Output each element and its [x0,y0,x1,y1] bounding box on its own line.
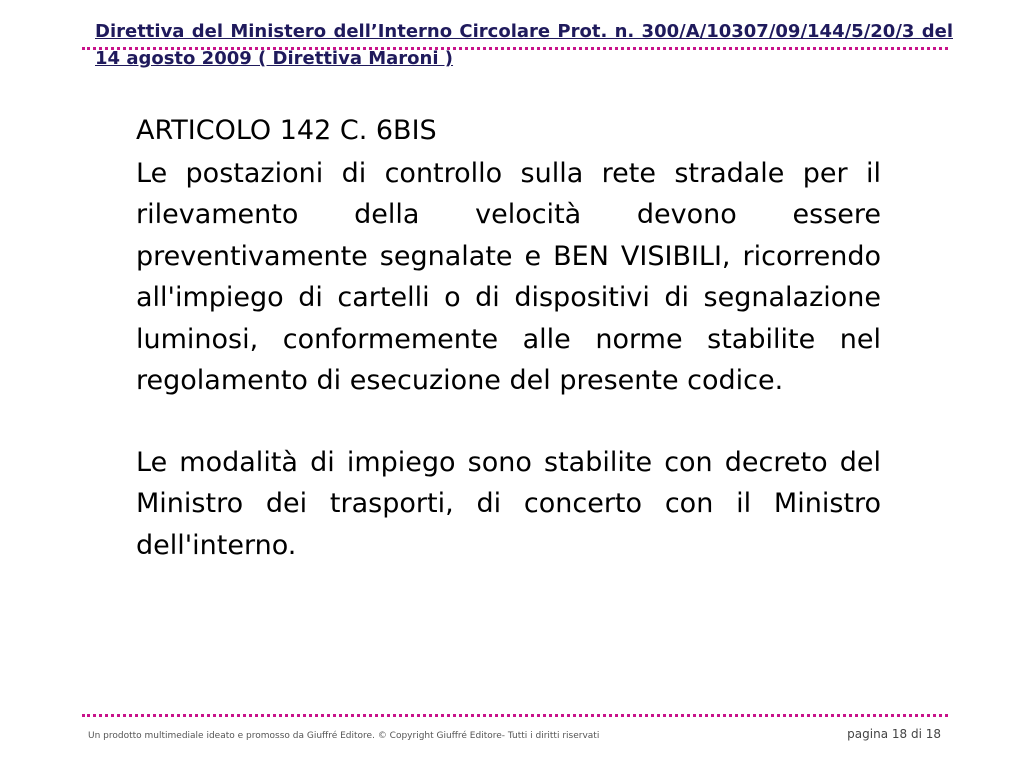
footer-divider [82,714,948,717]
header-divider [82,47,948,50]
article-paragraph-2: Le modalità di impiego sono stabilite con decreto del Ministro dei trasporti, di concerto con il Ministro dell'interno. [136,446,881,561]
page-indicator: pagina 18 di 18 [847,727,941,741]
page-title: Direttiva del Ministero dell’Interno Circolare Prot. n. 300/A/10307/09/144/5/20/3 del 14 agosto 2009 ( Direttiva Maroni ) [95,21,953,69]
article-body [136,110,881,566]
article-heading: ARTICOLO 142 C. 6BIS [136,115,437,146]
article-paragraph-1: Le postazioni di controllo sulla rete stradale per il rilevamento della velocità devono essere preventivamente segnalate e BEN VISIBILI, ricorrendo all'impiego di cartelli o di dispositivi di segnalazione luminosi, conformemente alle norme stabilite nel regolamento di esecuzione del presente codice. [136,157,881,396]
footer-credit: Un prodotto multimediale ideato e promosso da Giuffré Editore. © Copyright Giuffré Editore- Tutti i diritti riservati [88,731,600,741]
